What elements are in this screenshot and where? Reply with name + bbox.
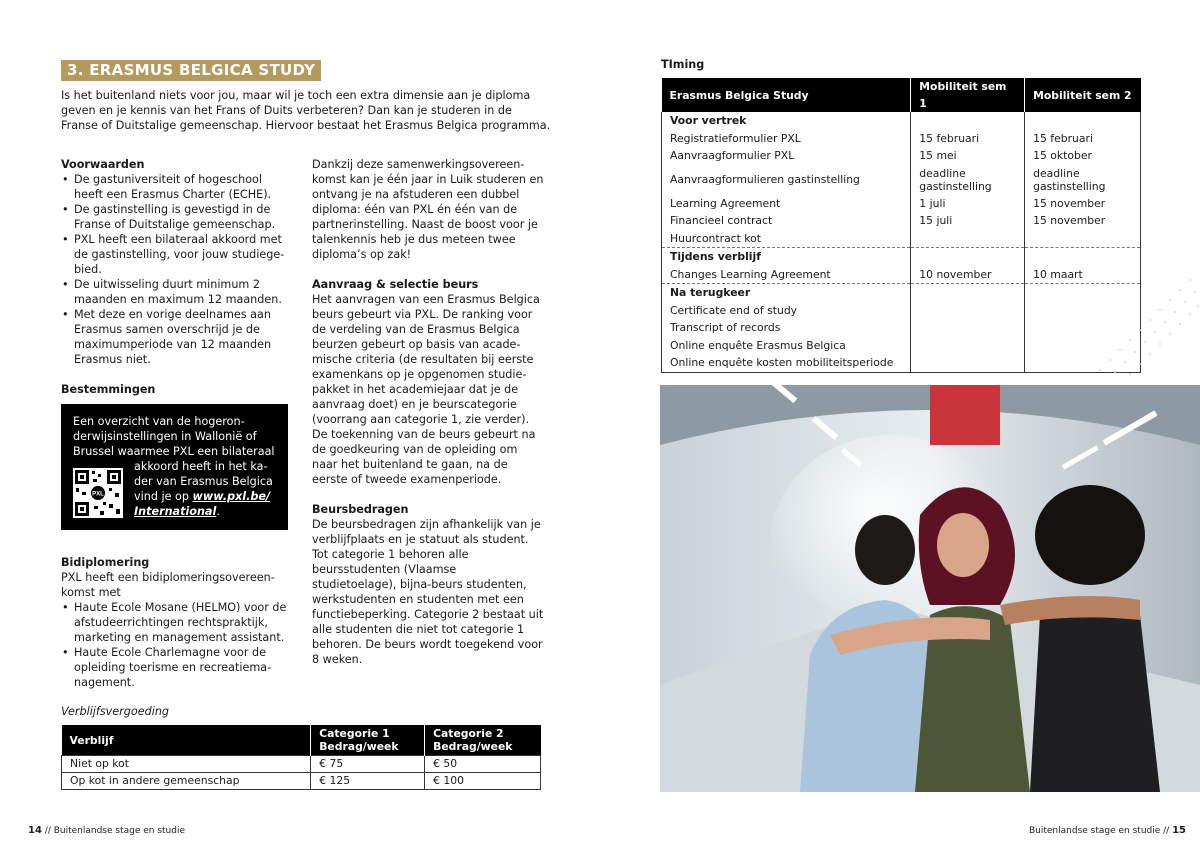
decorative-dot-pattern <box>1080 250 1200 380</box>
section-label: Tijdens verblijf <box>662 248 911 266</box>
pxl-international-link[interactable]: www.pxl.be/ International <box>134 490 271 518</box>
bidiplomering-continued: Dankzij deze samenwerkingsovereen-komst kan je één jaar in Luik studeren en ontvang je na afstuderen een dubbel diploma: één van PXL én één van de partnerinstelling. Naast de boost voor je talenkennis heb je dus meteen twee diploma’s op zak! <box>312 158 544 261</box>
section-row <box>662 284 1141 302</box>
voorwaarden-list <box>61 172 291 367</box>
page-number: 15 <box>1172 825 1186 836</box>
table-row: Aanvraagformulier PXL 15 mei 15 oktober <box>662 147 1141 165</box>
bidiplomering-section <box>61 555 291 690</box>
table-row: Changes Learning Agreement 10 november 10 maart <box>662 266 1141 284</box>
table-cell: € 75 <box>311 756 425 773</box>
students-photo <box>660 385 1200 792</box>
aanvraag-text: Het aanvragen van een Erasmus Belgica beurs gebeurt via PXL. De ranking voor de verdeling van de Erasmus Belgica beurzen gebeurt op basis van acade-mische criteria (de resultaten bij eerste examenkans op je opgenomen studie-pakket in het academiejaar dat je de aanvraag doet) en je beurscategorie (voorrang aan categorie 1, zie verder). De toekenning van de beurs gebeurt na de goedkeuring van de opleiding om naar het buitenland te gaan, na de eerste of tweede examenperiode. <box>312 293 540 486</box>
aanvraag-heading: Aanvraag & selectie beurs <box>312 278 479 291</box>
table-row: Learning Agreement 1 juli 15 november <box>662 195 1141 213</box>
timing-title: TIming <box>661 58 705 71</box>
table-header: Categorie 1 Bedrag/week <box>311 725 425 756</box>
box-text-top: Een overzicht van de hogeron-derwijsinstellingen in Wallonië of Brussel waarmee PXL een bilateraal <box>73 415 275 458</box>
left-column <box>61 157 291 397</box>
table-cell: € 50 <box>425 756 541 773</box>
table-row: Online enquête Erasmus Belgica <box>662 337 1141 355</box>
section-row <box>662 248 1141 266</box>
table-row <box>62 756 541 773</box>
timing-table <box>661 78 1141 373</box>
section-label: Na terugkeer <box>662 284 911 302</box>
footer-right: Buitenlandse stage en studie // 15 <box>1028 825 1186 836</box>
voorwaarden-heading: Voorwaarden <box>61 158 145 171</box>
table-cell: € 125 <box>311 773 425 790</box>
section-row <box>662 112 1141 130</box>
list-item: • PXL heeft een bilateraal akkoord met de gastinstelling, voor jouw studiege-bied. <box>74 232 291 277</box>
footer-left: 14 // Buitenlandse stage en studie <box>28 825 186 836</box>
table-header: Erasmus Belgica Study <box>662 78 911 112</box>
list-item: • De gastuniversiteit of hogeschool heeft een Erasmus Charter (ECHE). <box>74 172 291 202</box>
table-header: Categorie 2 Bedrag/week <box>425 725 541 756</box>
bestemmingen-heading: Bestemmingen <box>61 383 156 396</box>
middle-column <box>312 157 544 667</box>
table-cell: € 100 <box>425 773 541 790</box>
list-item: • Haute Ecole Mosane (HELMO) voor de afstudeerrichtingen rechtspraktijk, marketing en management assistant. <box>74 600 291 645</box>
table-row: Registratieformulier PXL 15 februari 15 februari <box>662 130 1141 148</box>
section-label: Voor vertrek <box>662 112 911 130</box>
beursbedragen-text: De beursbedragen zijn afhankelijk van je verblijfplaats en je statuut als student. Tot categorie 1 behoren alle beursstudenten (Vlaamse studietoelage), bijna-beurs studenten, werkstudenten en studenten met een functiebeperking. Categorie 2 bestaat uit alle studenten die niet tot categorie 1 behoren. De beurs wordt toegekend voor 8 weken. <box>312 518 544 666</box>
qr-code-icon[interactable] <box>73 468 123 518</box>
bidiplomering-list <box>61 600 291 690</box>
table-row: Financieel contract 15 juli 15 november <box>662 212 1141 230</box>
page-number: 14 <box>28 825 42 836</box>
bestemmingen-info-box <box>61 404 288 530</box>
table-row <box>62 773 541 790</box>
table-row: Huurcontract kot <box>662 230 1141 248</box>
list-item: • De gastinstelling is gevestigd in de Franse of Duitstalige gemeenschap. <box>74 202 291 232</box>
table-cell: Niet op kot <box>62 756 311 773</box>
table-header: Verblijf <box>62 725 311 756</box>
list-item: • Haute Ecole Charlemagne voor de opleiding toerisme en recreatiema-nagement. <box>74 645 291 690</box>
list-item: • Met deze en vorige deelnames aan Erasmus samen overschrijd je de maximumperiode van 12 maanden Erasmus niet. <box>74 307 291 367</box>
table-row: Certificate end of study <box>662 302 1141 320</box>
table-row: Transcript of records <box>662 319 1141 337</box>
table-header: Mobiliteit sem 1 <box>911 78 1025 112</box>
box-text-bottom: akkoord heeft in het ka-der van Erasmus Belgica vind je op www.pxl.be/ International. <box>134 460 273 518</box>
bidiplomering-text: PXL heeft een bidiplomeringsovereen-komst met <box>61 571 275 599</box>
qr-label: PXL <box>92 491 104 498</box>
table-header-row <box>662 78 1141 112</box>
table-row: Online enquête kosten mobiliteitsperiode <box>662 354 1141 372</box>
verblijf-table-caption: Verblijfsvergoeding <box>61 705 170 718</box>
table-row: Aanvraagformulieren gastinstelling deadline gastinstelling deadline gastinstelling <box>662 165 1141 195</box>
table-header-row <box>62 725 541 756</box>
beursbedragen-heading: Beursbedragen <box>312 503 409 516</box>
table-header: Mobiliteit sem 2 <box>1025 78 1141 112</box>
bidiplomering-heading: Bidiplomering <box>61 556 150 569</box>
verblijf-table <box>61 725 541 790</box>
intro-paragraph: Is het buitenland niets voor jou, maar wil je toch een extra dimensie aan je diploma geven en je kennis van het Frans of Duits verbeteren? Dan kan je studeren in de Franse of Duitstalige gemeenschap. Hiervoor bestaat het Erasmus Belgica programma. <box>61 89 551 132</box>
table-cell: Op kot in andere gemeenschap <box>62 773 311 790</box>
section-title: 3. ERASMUS BELGICA STUDY <box>61 60 321 81</box>
list-item: • De uitwisseling duurt minimum 2 maanden en maximum 12 maanden. <box>74 277 291 307</box>
